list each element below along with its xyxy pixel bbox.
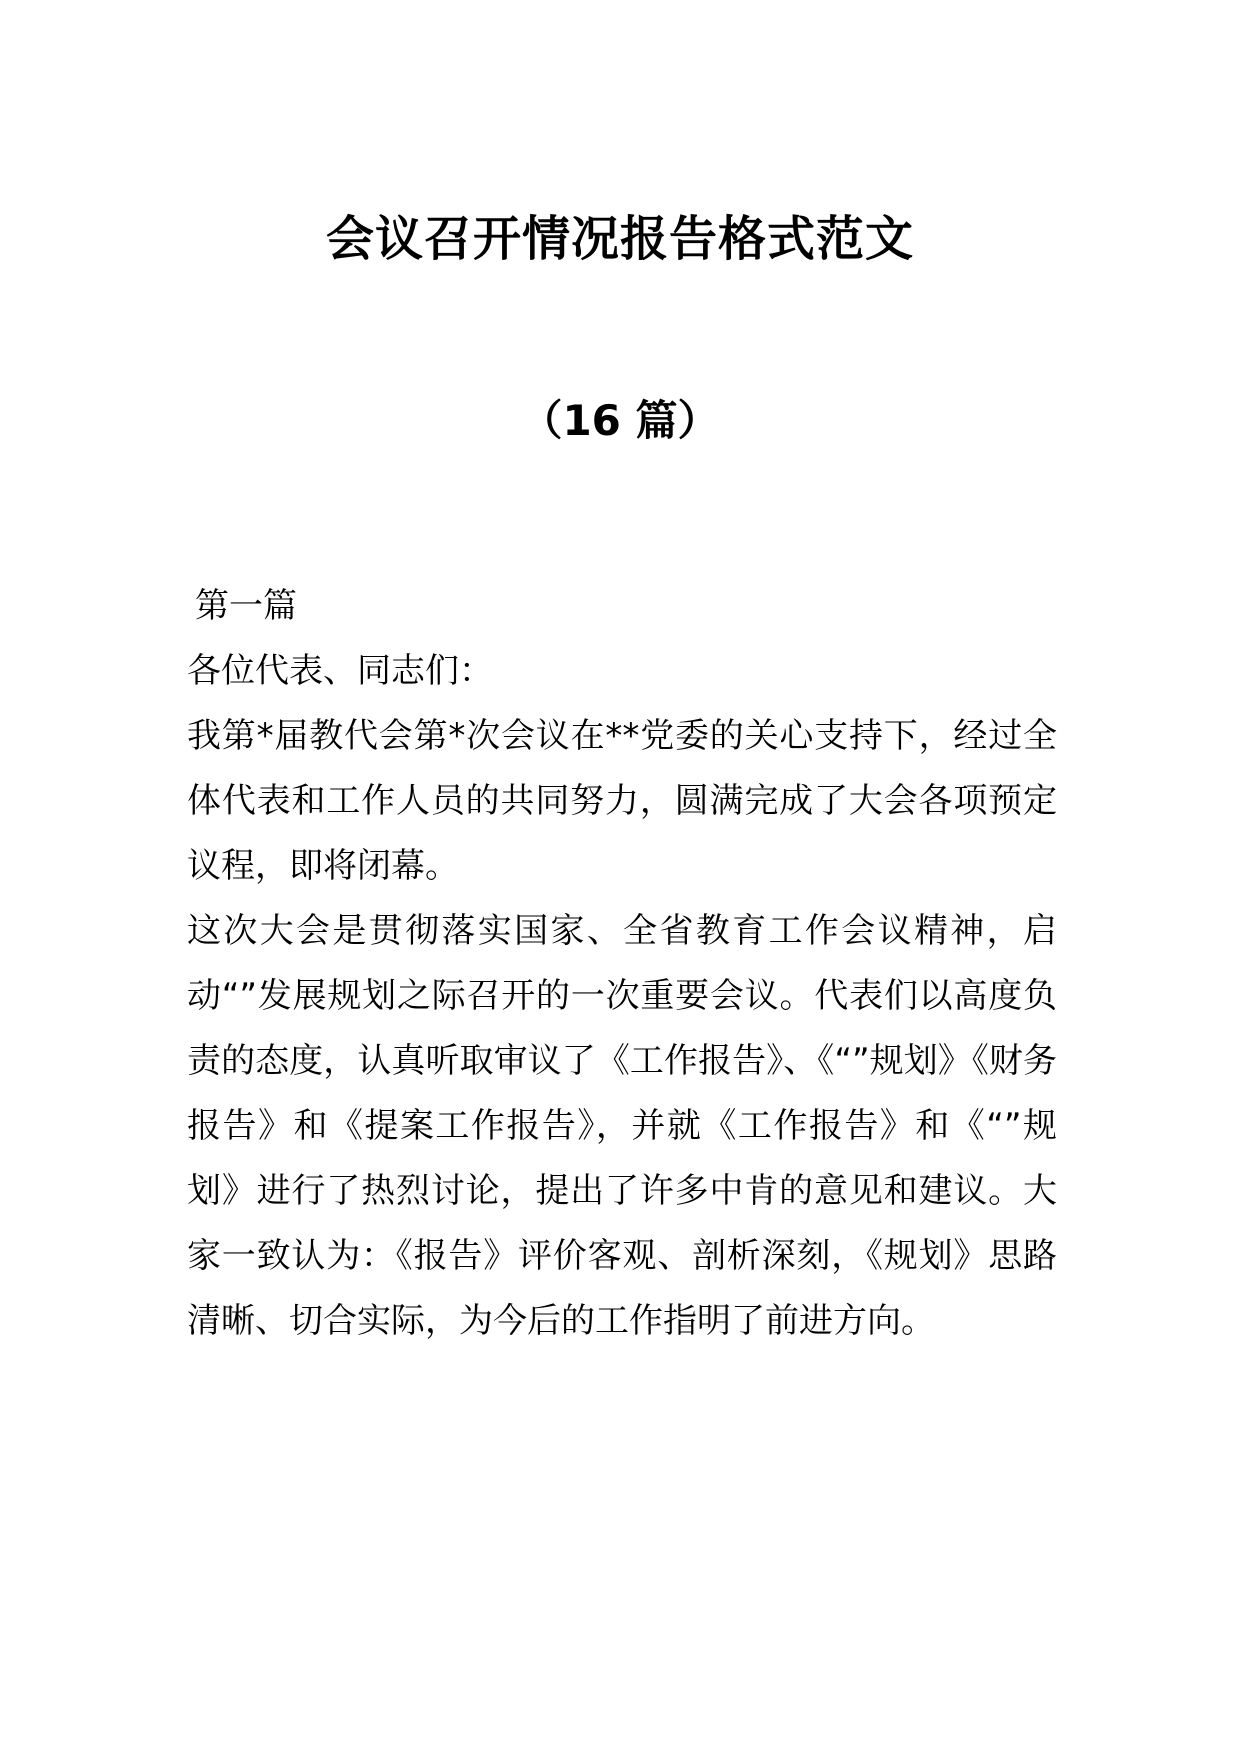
- document-body: [187, 574, 1057, 1354]
- document-title: 会议召开情况报告格式范文: [325, 211, 914, 267]
- paragraph-2: 这次大会是贯彻落实国家、全省教育工作会议精神，启动“”发展规划之际召开的一次重要会议。代表们以高度负责的态度，认真听取审议了《工作报告》、《“”规划》《财务报告》和《提案工作报告》，并就《工作报告》和《“”规划》进行了热烈讨论，提出了许多中肯的意见和建议。大家一致认为：《报告》评价客观、剖析深刻，《规划》思路清晰、切合实际，为今后的工作指明了前进方向。: [187, 911, 1057, 1341]
- salutation: 各位代表、同志们：: [187, 651, 493, 691]
- section-heading: 第一篇: [195, 586, 297, 626]
- document-subtitle: （16 篇）: [520, 396, 720, 445]
- paragraph-1: 我第*届教代会第*次会议在**党委的关心支持下，经过全体代表和工作人员的共同努力，圆满完成了大会各项预定议程，即将闭幕。: [187, 716, 1057, 886]
